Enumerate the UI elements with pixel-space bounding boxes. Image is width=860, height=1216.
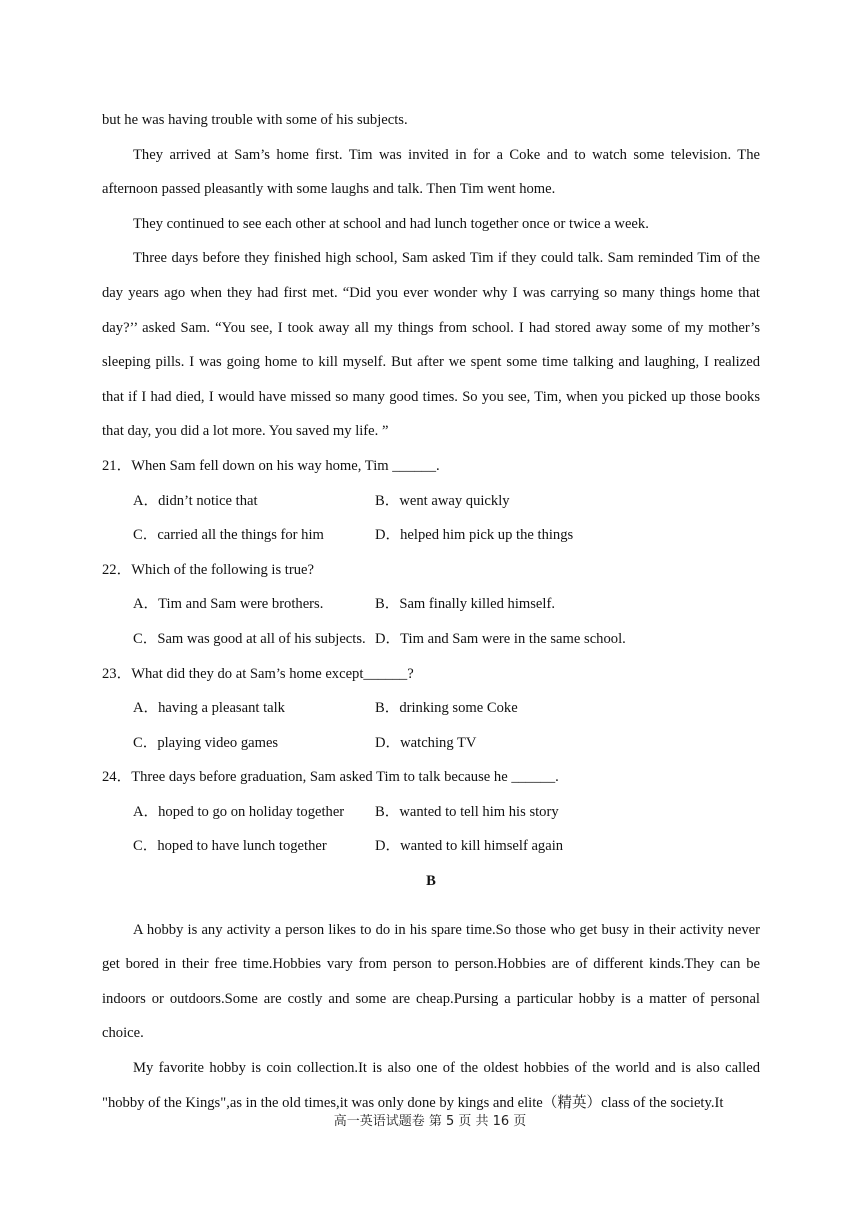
- section-gap: [102, 899, 760, 913]
- question-stem: 21．When Sam fell down on his way home, Tim ______.: [102, 457, 440, 474]
- option-row: [102, 484, 760, 519]
- question-22: [102, 553, 760, 657]
- question-23: [102, 657, 760, 761]
- option-c[interactable]: C．hoped to have lunch together: [133, 838, 327, 855]
- page-footer: 高一英语试题卷 第 5 页 共 16 页: [333, 1114, 527, 1129]
- option-a[interactable]: A．Tim and Sam were brothers.: [133, 596, 324, 613]
- question-stem: 23．What did they do at Sam’s home except______?: [102, 665, 414, 682]
- question-24: [102, 760, 760, 864]
- option-c[interactable]: C．carried all the things for him: [133, 527, 324, 544]
- option-d[interactable]: D．wanted to kill himself again: [375, 838, 564, 855]
- question-stem: 24．Three days before graduation, Sam asked Tim to talk because he ______.: [102, 769, 559, 786]
- option-row: [102, 795, 760, 830]
- option-d[interactable]: D．watching TV: [375, 734, 477, 751]
- option-b[interactable]: B．went away quickly: [375, 492, 510, 509]
- option-row: [102, 622, 760, 657]
- passage-a-paragraph-2: They arrived at Sam’s home first. Tim was invited in for a Coke and to watch some television. The afternoon passed pleasantly with some laughs and talk. Then Tim went home.: [102, 146, 760, 198]
- option-row: [102, 587, 760, 622]
- passage-a-paragraph-4: Three days before they finished high school, Sam asked Tim if they could talk. Sam reminded Tim of the day years ago when they had first met. “Did you ever wonder why I was carrying so many things home that day?’’ asked Sam. “You see, I took away all my things from school. I had stored away some of my mother’s sleeping pills. I was going home to kill myself. But after we spent some time talking and laughing, I realized that if I had died, I would have missed so many good times. So you see, Tim, when you picked up those books that day, you did a lot more. You saved my life. ”: [102, 250, 760, 440]
- question-21: [102, 449, 760, 553]
- option-row: [102, 829, 760, 864]
- passage-a-paragraph-3: They continued to see each other at school and had lunch together once or twice a week.: [133, 215, 649, 232]
- option-c[interactable]: C．Sam was good at all of his subjects.: [133, 630, 366, 647]
- option-d[interactable]: D．Tim and Sam were in the same school.: [375, 630, 626, 647]
- option-d[interactable]: D．helped him pick up the things: [375, 527, 574, 544]
- option-a[interactable]: A．having a pleasant talk: [133, 700, 285, 717]
- option-row: [102, 691, 760, 726]
- section-b-heading: B: [426, 873, 436, 890]
- option-b[interactable]: B．drinking some Coke: [375, 700, 518, 717]
- passage-b-paragraph-2: My favorite hobby is coin collection.It is also one of the oldest hobbies of the world and is also called "hobby of the Kings",as in the old times,it was only done by kings and elite（精英）class of the society.It: [102, 1060, 760, 1111]
- option-a[interactable]: A．didn’t notice that: [133, 492, 258, 509]
- option-row: [102, 726, 760, 761]
- option-b[interactable]: B．wanted to tell him his story: [375, 803, 559, 820]
- text-body: [102, 103, 760, 1120]
- option-c[interactable]: C．playing video games: [133, 734, 279, 751]
- passage-b-paragraph-1: A hobby is any activity a person likes to do in his spare time.So those who get busy in their activity never get bored in their free time.Hobbies vary from person to person.Hobbies are of different kinds.They can be indoors or outdoors.Some are costly and some are cheap.Pursing a particular hobby is a matter of personal choice.: [102, 921, 760, 1042]
- option-row: [102, 518, 760, 553]
- option-b[interactable]: B．Sam finally killed himself.: [375, 596, 555, 613]
- option-a[interactable]: A．hoped to go on holiday together: [133, 803, 345, 820]
- question-stem: 22．Which of the following is true?: [102, 561, 314, 578]
- passage-a-paragraph-1: but he was having trouble with some of his subjects.: [102, 112, 408, 128]
